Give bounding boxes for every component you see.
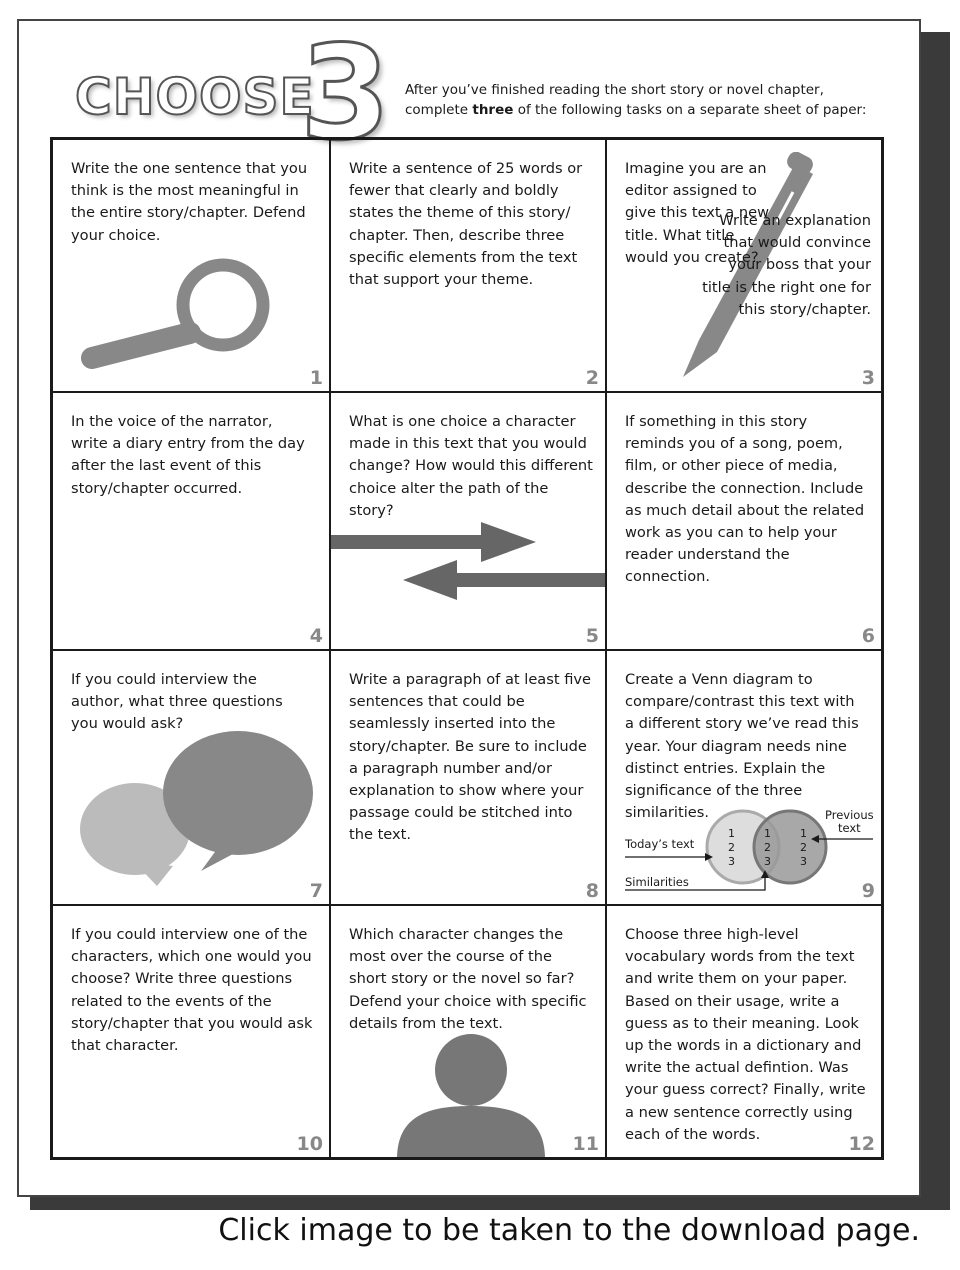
task-grid [50,137,884,1160]
task-text: In the voice of the narrator, write a diary entry from the day after the last event of this story/chapter occurred. [71,413,305,497]
venn-entries-right [800,827,807,869]
task-text: Create a Venn diagram to compare/contrast this text with a different story we’ve read this year. Your diagram needs nine distinct entries. Explain the significance of the three similarities. [625,671,859,822]
choose-number: 3 [300,17,391,169]
task-cell-4 [53,393,331,651]
venn-label-similarities: Similarities [625,875,689,889]
task-text: Write the one sentence that you think is the most meaningful in the entire story/chapter. Defend your choice. [71,160,308,244]
venn-entry: 1 [800,827,807,840]
speech-bubbles-icon [73,721,318,891]
task-text-right: Write an explanation that would convince your boss that your title is the right one for this story/chapter. [702,212,871,318]
venn-previous-line1: Previous [825,808,874,822]
task-number: 10 [296,1133,323,1155]
download-link[interactable]: Click image to be taken to the download page. [218,1213,920,1248]
task-text: If you could interview one of the characters, which one would you choose? Write three questions related to the events of the story/chapter that you would ask that character. [71,926,313,1055]
venn-entry: 3 [728,855,735,868]
task-number: 1 [309,367,323,389]
task-number: 3 [861,367,875,389]
magnifying-glass-icon [78,255,278,375]
task-number: 6 [861,625,875,647]
task-text: Write a paragraph of at least five sentences that could be seamlessly inserted into the story/chapter. Be sure to include a paragraph number and/or explanation to show where your passage could be stitched into the text. [349,671,592,844]
intro-text [405,80,875,120]
task-cell-11 [331,906,607,1157]
person-icon [391,1034,551,1157]
task-text: What is one choice a character made in this text that you would change? How would this different choice alter the path of the story? [349,413,593,519]
task-cell-2 [331,140,607,393]
venn-label-previous [825,809,874,835]
task-number: 5 [585,625,599,647]
venn-entry: 2 [800,841,807,854]
venn-entries-middle [764,827,771,869]
venn-entry: 2 [764,841,771,854]
task-cell-1 [53,140,331,393]
arrows-icon [331,518,607,618]
task-cell-6 [607,393,881,651]
venn-entry: 1 [728,827,735,840]
venn-entry: 3 [764,855,771,868]
task-cell-5 [331,393,607,651]
task-text: Choose three high-level vocabulary words from the text and write them on your paper. Based on their usage, write a guess as to their meaning. Look up the words in a dictionary and write the actual defintion. Was your guess correct? Finally, write a new sentence correctly using each of the words. [625,926,866,1143]
venn-previous-line2: text [837,821,861,835]
intro-bold: three [472,102,514,118]
venn-label-today: Today’s text [625,837,695,851]
task-text: Which character changes the most over the course of the short story or the novel so far? Defend your choice with specific details from the text. [349,926,587,1032]
venn-entry: 2 [728,841,735,854]
intro-part2: of the following tasks on a separate sheet of paper: [513,102,867,118]
task-cell-7 [53,651,331,906]
task-cell-8 [331,651,607,906]
task-number: 7 [309,880,323,902]
venn-entry: 1 [764,827,771,840]
task-text: If something in this story reminds you of a song, poem, film, or other piece of media, describe the connection. Include as much detail about the related work as you can to help your reader understand the connection. [625,413,865,586]
task-number: 2 [585,367,599,389]
task-number: 11 [572,1133,599,1155]
choose-title: CHOOSE [75,68,315,126]
task-text-left: Imagine you are an editor assigned to give this text a new title. What title would you create? [625,160,770,266]
task-number: 12 [848,1133,875,1155]
task-number: 9 [861,880,875,902]
task-number: 4 [309,625,323,647]
task-number: 8 [585,880,599,902]
task-text: If you could interview the author, what three questions you would ask? [71,671,283,733]
task-cell-12 [607,906,881,1157]
venn-entry: 3 [800,855,807,868]
venn-entries-left [728,827,735,869]
task-text: Write a sentence of 25 words or fewer that clearly and boldly states the theme of this story/ chapter. Then, describe three specific elements from the text that support your theme. [349,160,583,289]
task-cell-3 [607,140,881,393]
task-cell-10 [53,906,331,1157]
intro-part1: After you’ve finished reading the short story or novel chapter, complete [405,82,824,118]
task-cell-9 [607,651,881,906]
